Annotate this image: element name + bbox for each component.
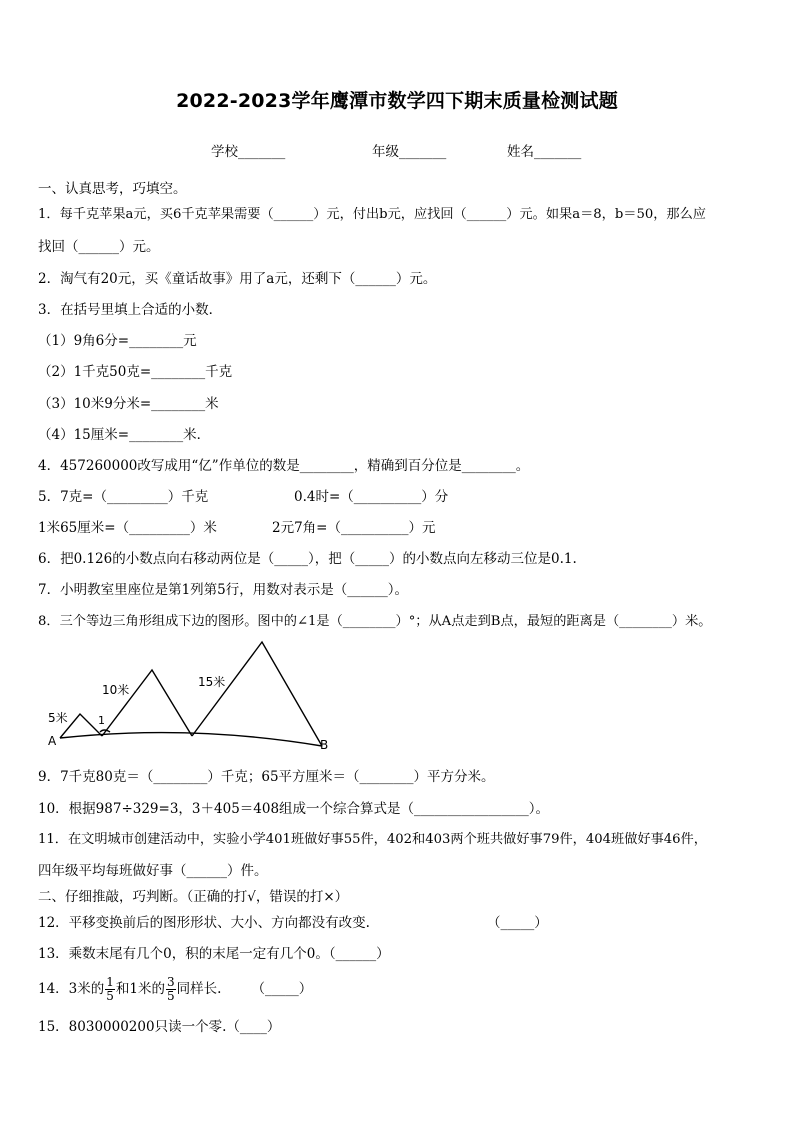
question-15: 15．8030000200只读一个零.（____） (38, 1019, 281, 1035)
question-3-part-3: （3）10米9分米=________米 (38, 396, 219, 412)
question-3: 3．在括号里填上合适的小数． (38, 302, 223, 318)
question-14-middle: 和1米的 (115, 981, 166, 997)
question-11-line2: 四年级平均每班做好事（______）件。 (38, 863, 268, 879)
question-11-line1: 11．在文明城市创建活动中，实验小学401班做好事55件，402和403两个班共做好事79件，404班做好事46件， (38, 832, 707, 847)
label-point-b: B (320, 738, 329, 752)
triangles-figure (40, 636, 340, 756)
question-12-blank[interactable]: （_____） (487, 915, 548, 931)
label-15m: 15米 (198, 675, 226, 689)
question-3-part-4: （4）15厘米=________米． (38, 427, 211, 443)
question-1-line1: 1．每千克苹果a元，买6千克苹果需要（______）元，付出b元，应找回（______）元。如果a＝8，b＝50，那么应 (38, 207, 706, 222)
question-14 (38, 974, 312, 1004)
fraction-three-fifths: $\frac{3}{5}$ (167, 975, 175, 1003)
label-point-a: A (48, 734, 57, 748)
question-14-blank[interactable]: （_____） (251, 981, 313, 997)
question-9: 9．7千克80克＝（________）千克；65平方厘米＝（________）平方分米。 (38, 769, 495, 785)
label-5m: 5米 (48, 711, 68, 725)
question-14-prefix: 14．3米的 (38, 981, 105, 997)
question-6: 6．把0.126的小数点向右移动两位是（_____），把（_____）的小数点向左移动三位是0.1. (38, 551, 577, 567)
question-2: 2．淘气有20元，买《童话故事》用了a元，还剩下（______）元。 (38, 271, 437, 287)
school-field[interactable]: 学校_______ (211, 144, 286, 160)
question-5-a: 5．7克=（_________）千克 (38, 489, 209, 505)
section-heading-1: 一、认真思考，巧填空。 (38, 181, 187, 197)
question-4: 4．457260000改写成用“亿”作单位的数是________，精确到百分位是________。 (38, 458, 530, 474)
section-heading-2: 二、仔细推敲，巧判断。（正确的打√，错误的打×） (38, 889, 349, 905)
label-angle-1: 1 (98, 714, 105, 727)
question-12: 12．平移变换前后的图形形状、大小、方向都没有改变. (38, 915, 370, 931)
question-1-line2: 找回（______）元。 (38, 239, 160, 255)
question-5-c: 1米65厘米=（_________）米 (38, 520, 217, 536)
question-5-d: 2元7角=（__________）元 (272, 520, 436, 536)
question-3-part-1: （1）9角6分=________元 (38, 333, 197, 349)
fraction-one-fifth: $\frac{1}{5}$ (106, 975, 114, 1003)
question-13: 13．乘数末尾有几个0，积的末尾一定有几个0。（______） (38, 946, 390, 962)
question-8: 8．三个等边三角形组成下边的图形。图中的∠1是（________）°；从A点走到B点，最短的距离是（________）米。 (38, 614, 712, 629)
question-10: 10．根据987÷329=3，3＋405＝408组成一个综合算式是（_________________）。 (38, 801, 550, 817)
question-3-part-2: （2）1千克50克=________千克 (38, 364, 233, 380)
page-title: 2022-2023学年鹰潭市数学四下期末质量检测试题 (176, 90, 618, 112)
question-5-b: 0.4时=（__________）分 (294, 489, 449, 505)
label-10m: 10米 (102, 683, 130, 697)
grade-field[interactable]: 年级_______ (372, 144, 447, 160)
question-7: 7．小明教室里座位是第1列第5行，用数对表示是（______）。 (38, 582, 409, 598)
question-14-suffix: 同样长. (176, 981, 222, 997)
name-field[interactable]: 姓名_______ (507, 144, 582, 160)
